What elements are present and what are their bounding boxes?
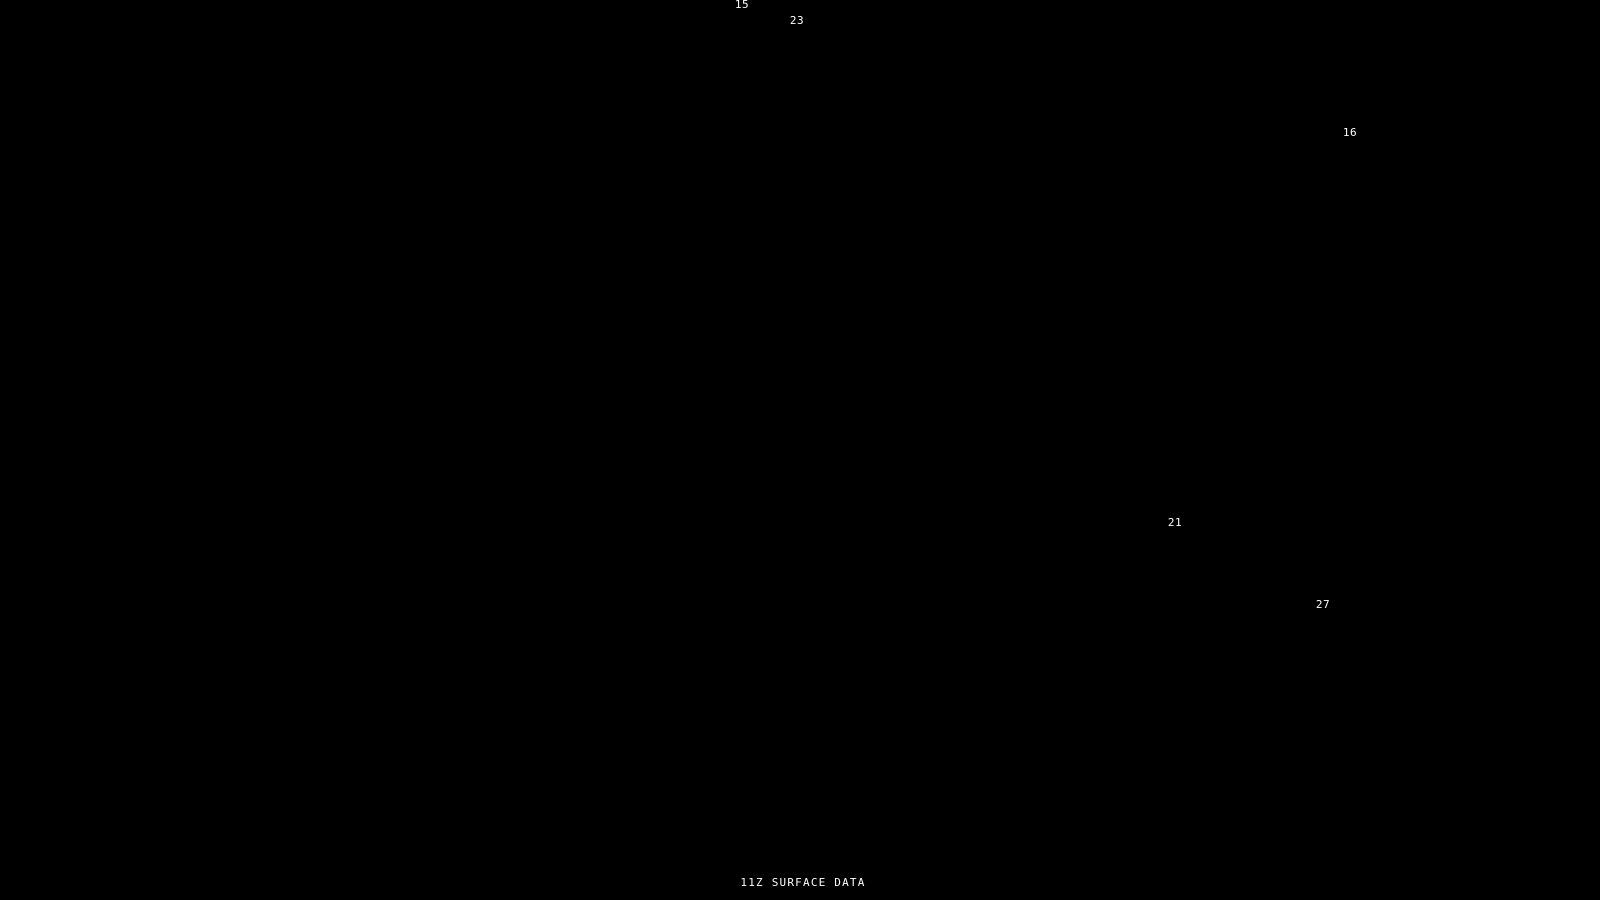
station-observation: 15 — [734, 0, 750, 11]
station-observation: 21 — [1167, 516, 1183, 529]
station-observation: 23 — [789, 14, 805, 27]
station-observation: 27 — [1315, 598, 1331, 611]
map-caption: 11Z SURFACE DATA — [740, 876, 866, 889]
station-observation: 16 — [1342, 126, 1358, 139]
